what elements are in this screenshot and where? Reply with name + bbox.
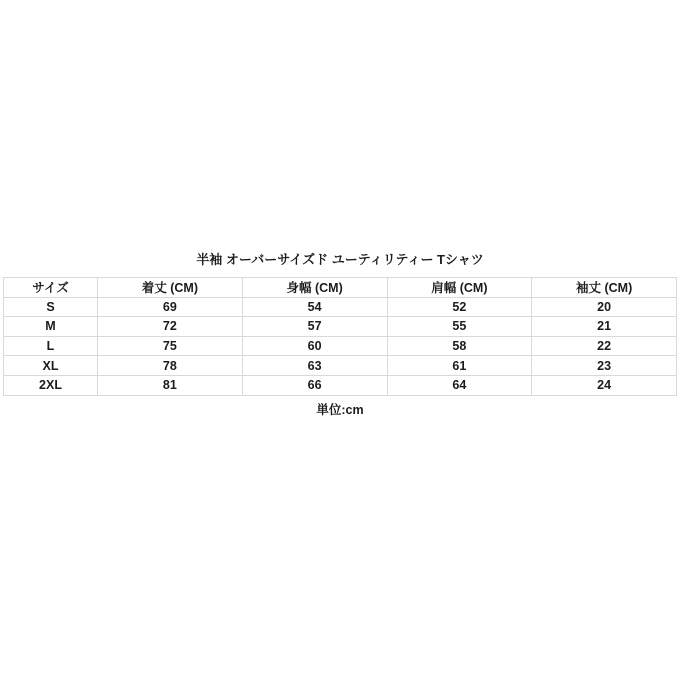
- table-row-l: [4, 336, 677, 356]
- size-label: L: [4, 336, 98, 356]
- value-cell: 81: [98, 375, 243, 395]
- page-title: 半袖 オーバーサイズド ユーティリティー Tシャツ: [196, 252, 484, 267]
- size-label: S: [4, 297, 98, 317]
- column-header-body-length: 着丈 (CM): [98, 278, 243, 298]
- value-cell: 69: [98, 297, 243, 317]
- value-cell: 72: [98, 317, 243, 337]
- table-row-s: [4, 297, 677, 317]
- value-cell: 66: [242, 375, 387, 395]
- value-cell: 24: [532, 375, 677, 395]
- column-header-size: サイズ: [4, 278, 98, 298]
- value-cell: 21: [532, 317, 677, 337]
- size-label: XL: [4, 356, 98, 376]
- value-cell: 64: [387, 375, 532, 395]
- size-chart-content: [0, 251, 680, 418]
- size-label: 2XL: [4, 375, 98, 395]
- value-cell: 22: [532, 336, 677, 356]
- value-cell: 58: [387, 336, 532, 356]
- table-row-xl: [4, 356, 677, 376]
- unit-note: 単位:cm: [316, 402, 364, 417]
- value-cell: 60: [242, 336, 387, 356]
- value-cell: 61: [387, 356, 532, 376]
- value-cell: 54: [242, 297, 387, 317]
- column-header-shoulder-width: 肩幅 (CM): [387, 278, 532, 298]
- value-cell: 20: [532, 297, 677, 317]
- value-cell: 63: [242, 356, 387, 376]
- value-cell: 52: [387, 297, 532, 317]
- column-header-body-width: 身幅 (CM): [242, 278, 387, 298]
- value-cell: 55: [387, 317, 532, 337]
- size-table: [3, 277, 677, 396]
- table-header-row: [4, 278, 677, 298]
- value-cell: 75: [98, 336, 243, 356]
- table-row-m: [4, 317, 677, 337]
- value-cell: 23: [532, 356, 677, 376]
- table-row-2xl: [4, 375, 677, 395]
- value-cell: 57: [242, 317, 387, 337]
- column-header-sleeve-length: 袖丈 (CM): [532, 278, 677, 298]
- value-cell: 78: [98, 356, 243, 376]
- size-label: M: [4, 317, 98, 337]
